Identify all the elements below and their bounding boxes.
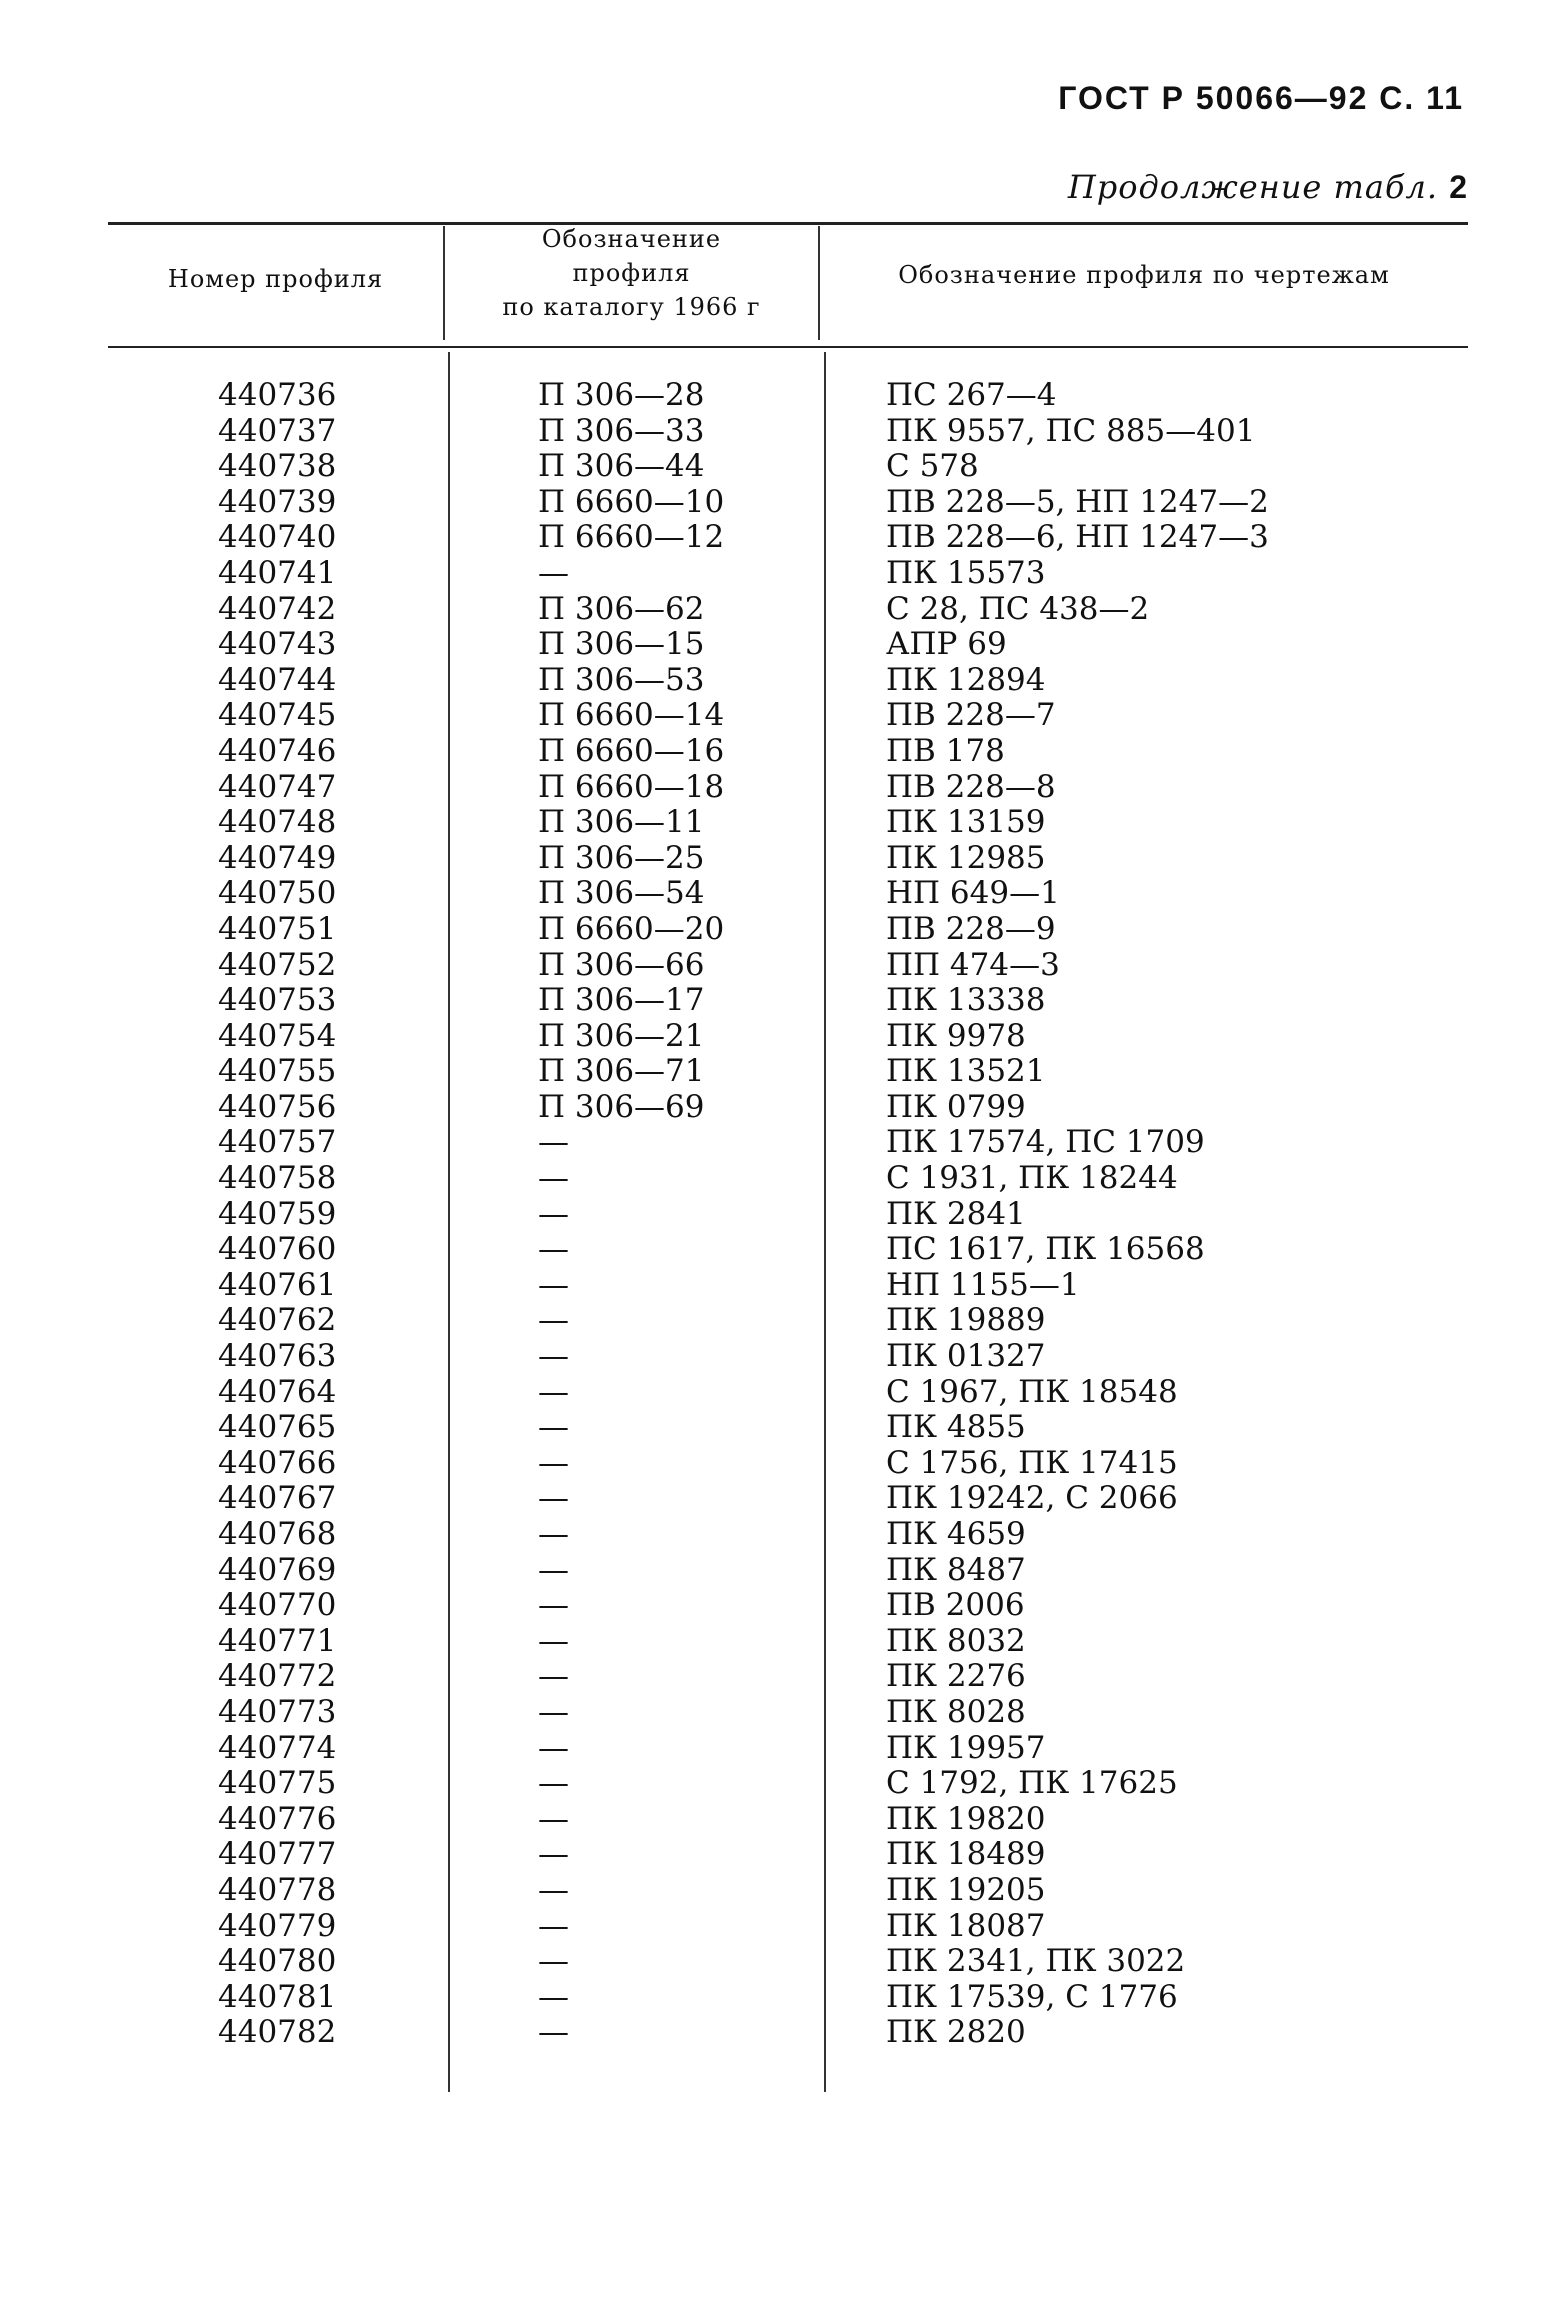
catalog-designation-cell: П 6660—12 <box>538 519 725 556</box>
column-header-drawings: Обозначение профиля по чертежам <box>898 261 1390 289</box>
drawing-designation-cell: ПК 9557, ПС 885—401 <box>886 412 1256 449</box>
profile-number-cell: 440766 <box>218 1444 337 1481</box>
profile-number-cell: 440757 <box>218 1124 337 1161</box>
profile-number-cell: 440777 <box>218 1836 337 1873</box>
catalog-designation-cell: П 6660—20 <box>538 910 725 947</box>
table-row <box>108 1695 1468 1731</box>
drawing-designation-cell: ПС 1617, ПК 16568 <box>886 1231 1205 1268</box>
table-row <box>108 449 1468 485</box>
catalog-designation-cell: — <box>538 1266 569 1303</box>
catalog-designation-cell: — <box>538 1231 569 1268</box>
drawing-designation-cell: ПК 19889 <box>886 1302 1046 1339</box>
catalog-designation-cell: — <box>538 1729 569 1766</box>
catalog-designation-cell: — <box>538 1693 569 1730</box>
table-row <box>108 1731 1468 1767</box>
drawing-designation-cell: ПК 19242, С 2066 <box>886 1480 1178 1517</box>
catalog-designation-cell: П 306—33 <box>538 412 705 449</box>
profile-number-cell: 440762 <box>218 1302 337 1339</box>
drawing-designation-cell: ПК 17574, ПС 1709 <box>886 1124 1205 1161</box>
drawing-designation-cell: ПВ 228—5, НП 1247—2 <box>886 483 1269 520</box>
table-row <box>108 841 1468 877</box>
catalog-designation-cell: — <box>538 1658 569 1695</box>
drawing-designation-cell: ПК 8028 <box>886 1693 1026 1730</box>
catalog-designation-cell: — <box>538 2014 569 2051</box>
table-caption-text: Продолжение табл. <box>1067 168 1439 206</box>
table-row <box>108 805 1468 841</box>
table-row <box>108 734 1468 770</box>
drawing-designation-cell: ПК 4659 <box>886 1516 1026 1552</box>
table-caption <box>1068 168 1468 206</box>
profile-number-cell: 440760 <box>218 1231 337 1268</box>
profile-number-cell: 440779 <box>218 1907 337 1944</box>
drawing-designation-cell: ПК 18489 <box>886 1836 1046 1873</box>
profile-number-cell: 440739 <box>218 483 337 520</box>
catalog-designation-cell: П 306—71 <box>538 1053 705 1090</box>
drawing-designation-cell: ПК 12894 <box>886 661 1046 698</box>
profile-number-cell: 440748 <box>218 804 337 841</box>
profile-number-cell: 440773 <box>218 1693 337 1730</box>
catalog-designation-cell: — <box>538 1836 569 1873</box>
catalog-designation-cell: — <box>538 1587 569 1624</box>
profile-number-cell: 440743 <box>218 626 337 663</box>
drawing-designation-cell: ПК 17539, С 1776 <box>886 1978 1178 2015</box>
column-header-catalog-1966 <box>445 222 818 324</box>
drawing-designation-cell: ПК 4855 <box>886 1409 1026 1446</box>
drawing-designation-cell: ПК 13338 <box>886 982 1046 1019</box>
table-row <box>108 485 1468 521</box>
drawing-designation-cell: ПК 13521 <box>886 1053 1046 1090</box>
table-row <box>108 520 1468 556</box>
drawing-designation-cell: ПП 474—3 <box>886 946 1060 983</box>
table-row <box>108 556 1468 592</box>
drawing-designation-cell: АПР 69 <box>886 626 1007 663</box>
drawing-designation-cell: ПК 19957 <box>886 1729 1046 1766</box>
profile-number-cell: 440747 <box>218 768 337 805</box>
profile-number-cell: 440753 <box>218 982 337 1019</box>
profile-number-cell: 440774 <box>218 1729 337 1766</box>
profile-number-cell: 440741 <box>218 554 337 591</box>
catalog-designation-cell: П 306—25 <box>538 839 705 876</box>
profile-number-cell: 440746 <box>218 732 337 769</box>
table-row <box>108 1481 1468 1517</box>
profile-number-cell: 440736 <box>218 377 337 413</box>
catalog-designation-cell: — <box>538 1765 569 1802</box>
profile-number-cell: 440744 <box>218 661 337 698</box>
profile-number-cell: 440771 <box>218 1622 337 1659</box>
profile-number-cell: 440759 <box>218 1195 337 1232</box>
catalog-designation-cell: П 306—62 <box>538 590 705 627</box>
table-row <box>108 1517 1468 1553</box>
profile-number-cell: 440754 <box>218 1017 337 1054</box>
table-row <box>108 1161 1468 1197</box>
table-row <box>108 983 1468 1019</box>
table-row <box>108 1873 1468 1909</box>
table-row <box>108 1588 1468 1624</box>
drawing-designation-cell: ПК 01327 <box>886 1338 1046 1375</box>
drawing-designation-cell: ПК 2820 <box>886 2014 1026 2051</box>
drawing-designation-cell: С 1792, ПК 17625 <box>886 1765 1178 1802</box>
table-row <box>108 414 1468 450</box>
table-row <box>108 1837 1468 1873</box>
drawing-designation-cell: ПК 12985 <box>886 839 1046 876</box>
table-row <box>108 2015 1468 2051</box>
table-row <box>108 1553 1468 1589</box>
table-row <box>108 1766 1468 1802</box>
drawing-designation-cell: С 28, ПС 438—2 <box>886 590 1150 627</box>
profile-number-cell: 440749 <box>218 839 337 876</box>
catalog-designation-cell: П 306—28 <box>538 377 705 413</box>
catalog-designation-cell: — <box>538 1978 569 2015</box>
drawing-designation-cell: НП 649—1 <box>886 875 1060 912</box>
catalog-designation-cell: — <box>538 1871 569 1908</box>
catalog-designation-cell: П 306—69 <box>538 1088 705 1125</box>
table-caption-number: 2 <box>1449 169 1468 205</box>
table-row <box>108 1125 1468 1161</box>
catalog-designation-cell: П 6660—16 <box>538 732 725 769</box>
table-row <box>108 1303 1468 1339</box>
catalog-designation-cell: П 306—17 <box>538 982 705 1019</box>
catalog-designation-cell: П 6660—18 <box>538 768 725 805</box>
table-row <box>108 1197 1468 1233</box>
drawing-designation-cell: С 1756, ПК 17415 <box>886 1444 1178 1481</box>
table-row <box>108 876 1468 912</box>
catalog-designation-cell: — <box>538 1409 569 1446</box>
table-row <box>108 1659 1468 1695</box>
column-header-catalog-line-1: Обозначение <box>541 225 722 253</box>
profile-number-cell: 440756 <box>218 1088 337 1125</box>
table-body <box>108 378 1468 2051</box>
catalog-designation-cell: П 306—11 <box>538 804 705 841</box>
profile-number-cell: 440761 <box>218 1266 337 1303</box>
profile-number-cell: 440740 <box>218 519 337 556</box>
profile-number-cell: 440751 <box>218 910 337 947</box>
drawing-designation-cell: ПК 2341, ПК 3022 <box>886 1943 1186 1980</box>
catalog-designation-cell: — <box>538 1373 569 1410</box>
drawing-designation-cell: ПК 8032 <box>886 1622 1026 1659</box>
drawing-designation-cell: ПВ 2006 <box>886 1587 1025 1624</box>
profile-number-cell: 440752 <box>218 946 337 983</box>
catalog-designation-cell: — <box>538 1943 569 1980</box>
table-row <box>108 1054 1468 1090</box>
page-header: ГОСТ Р 50066—92 С. 11 <box>1058 80 1464 116</box>
table-row <box>108 1446 1468 1482</box>
profile-number-cell: 440780 <box>218 1943 337 1980</box>
profile-number-cell: 440742 <box>218 590 337 627</box>
table-row <box>108 912 1468 948</box>
profile-number-cell: 440750 <box>218 875 337 912</box>
profile-number-cell: 440768 <box>218 1516 337 1552</box>
drawing-designation-cell: С 1931, ПК 18244 <box>886 1160 1178 1197</box>
profile-number-cell: 440769 <box>218 1551 337 1588</box>
drawing-designation-cell: ПВ 178 <box>886 732 1005 769</box>
table-row <box>108 1339 1468 1375</box>
drawing-designation-cell: ПК 13159 <box>886 804 1046 841</box>
profile-number-cell: 440737 <box>218 412 337 449</box>
catalog-designation-cell: П 306—44 <box>538 448 705 485</box>
profile-number-cell: 440775 <box>218 1765 337 1802</box>
drawing-designation-cell: ПВ 228—9 <box>886 910 1056 947</box>
profile-number-cell: 440778 <box>218 1871 337 1908</box>
drawing-designation-cell: ПК 9978 <box>886 1017 1026 1054</box>
drawing-designation-cell: С 578 <box>886 448 979 485</box>
catalog-designation-cell: — <box>538 1907 569 1944</box>
table-row <box>108 592 1468 628</box>
profile-number-cell: 440782 <box>218 2014 337 2051</box>
profile-number-cell: 440765 <box>218 1409 337 1446</box>
drawing-designation-cell: ПК 18087 <box>886 1907 1046 1944</box>
drawing-designation-cell: НП 1155—1 <box>886 1266 1080 1303</box>
table-row <box>108 1410 1468 1446</box>
drawing-designation-cell: ПК 19205 <box>886 1871 1046 1908</box>
table-row <box>108 698 1468 734</box>
catalog-designation-cell: — <box>538 1480 569 1517</box>
column-header-profile-number: Номер профиля <box>167 265 384 293</box>
drawing-designation-cell: ПК 2276 <box>886 1658 1026 1695</box>
drawing-designation-cell: ПВ 228—6, НП 1247—3 <box>886 519 1269 556</box>
table-row <box>108 1019 1468 1055</box>
catalog-designation-cell: — <box>538 1124 569 1161</box>
catalog-designation-cell: — <box>538 1195 569 1232</box>
table-row <box>108 1268 1468 1304</box>
catalog-designation-cell: П 6660—10 <box>538 483 725 520</box>
catalog-designation-cell: — <box>538 1160 569 1197</box>
profile-number-cell: 440755 <box>218 1053 337 1090</box>
catalog-designation-cell: П 306—21 <box>538 1017 705 1054</box>
catalog-designation-cell: — <box>538 1516 569 1552</box>
profile-number-cell: 440781 <box>218 1978 337 2015</box>
profile-number-cell: 440764 <box>218 1373 337 1410</box>
drawing-designation-cell: С 1967, ПК 18548 <box>886 1373 1178 1410</box>
table-row <box>108 1980 1468 2016</box>
table-row <box>108 663 1468 699</box>
profile-number-cell: 440745 <box>218 697 337 734</box>
catalog-designation-cell: П 306—66 <box>538 946 705 983</box>
table-row <box>108 1944 1468 1980</box>
profile-number-cell: 440772 <box>218 1658 337 1695</box>
catalog-designation-cell: П 6660—14 <box>538 697 725 734</box>
profile-number-cell: 440763 <box>218 1338 337 1375</box>
profile-number-cell: 440758 <box>218 1160 337 1197</box>
table-row <box>108 1090 1468 1126</box>
catalog-designation-cell: — <box>538 1622 569 1659</box>
table-header-rule <box>108 346 1468 348</box>
catalog-designation-cell: П 306—53 <box>538 661 705 698</box>
drawing-designation-cell: ПК 19820 <box>886 1800 1046 1837</box>
profile-number-cell: 440738 <box>218 448 337 485</box>
catalog-designation-cell: — <box>538 554 569 591</box>
catalog-designation-cell: — <box>538 1800 569 1837</box>
catalog-designation-cell: — <box>538 1551 569 1588</box>
table-row <box>108 1375 1468 1411</box>
table-row <box>108 1232 1468 1268</box>
profile-number-cell: 440770 <box>218 1587 337 1624</box>
drawing-designation-cell: ПК 2841 <box>886 1195 1026 1232</box>
drawing-designation-cell: ПВ 228—8 <box>886 768 1056 805</box>
table-row <box>108 770 1468 806</box>
profile-number-cell: 440776 <box>218 1800 337 1837</box>
column-header-catalog-line-3: по каталогу 1966 г <box>502 293 761 321</box>
drawing-designation-cell: ПК 15573 <box>886 554 1046 591</box>
table-row <box>108 1624 1468 1660</box>
table-row <box>108 1909 1468 1945</box>
catalog-designation-cell: — <box>538 1444 569 1481</box>
table-row <box>108 378 1468 414</box>
drawing-designation-cell: ПВ 228—7 <box>886 697 1056 734</box>
profile-number-cell: 440767 <box>218 1480 337 1517</box>
drawing-designation-cell: ПК 0799 <box>886 1088 1026 1125</box>
catalog-designation-cell: П 306—54 <box>538 875 705 912</box>
catalog-designation-cell: — <box>538 1302 569 1339</box>
table-row <box>108 948 1468 984</box>
catalog-designation-cell: — <box>538 1338 569 1375</box>
drawing-designation-cell: ПК 8487 <box>886 1551 1026 1588</box>
table-row <box>108 627 1468 663</box>
column-header-catalog-line-2: профиля <box>572 259 691 287</box>
table-row <box>108 1802 1468 1838</box>
drawing-designation-cell: ПС 267—4 <box>886 377 1057 413</box>
catalog-designation-cell: П 306—15 <box>538 626 705 663</box>
